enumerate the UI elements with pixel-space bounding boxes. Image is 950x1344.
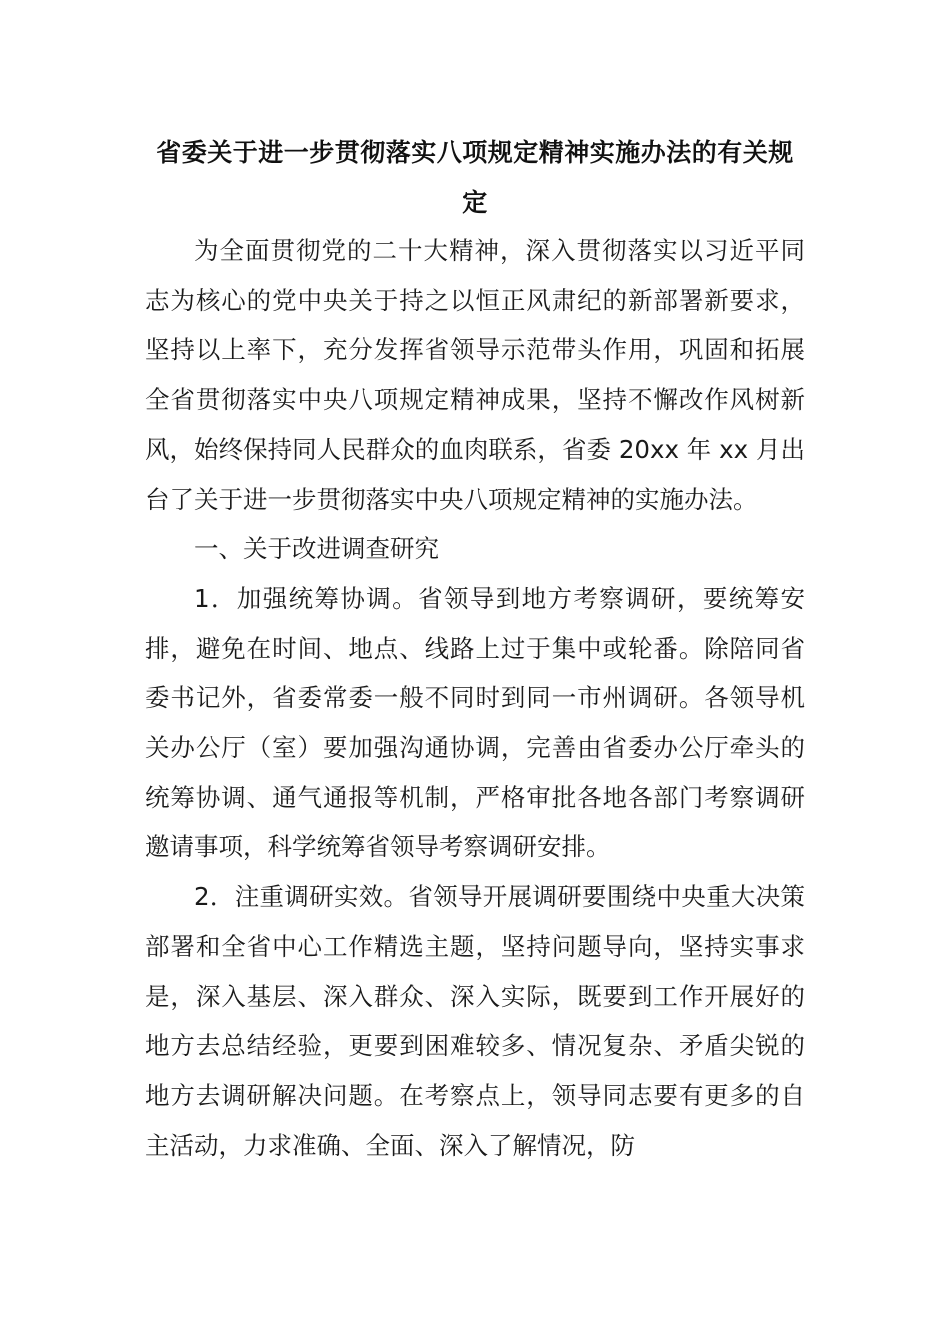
intro-paragraph: 为全面贯彻党的二十大精神，深入贯彻落实以习近平同志为核心的党中央关于持之以恒正风肃纪的新部署新要求，坚持以上率下，充分发挥省领导示范带头作用，巩固和拓展全省贯彻落实中央八项规定精神成果，坚持不懈改作风树新风，始终保持同人民群众的血肉联系，省委 20xx 年 xx 月出台了关于进一步贯彻落实中央八项规定精神的实施办法。 xyxy=(145,236,805,514)
document-title: 省委关于进一步贯彻落实八项规定精神实施办法的有关规定 xyxy=(156,138,794,217)
section-heading: 一、关于改进调查研究 xyxy=(194,534,439,564)
item-paragraph-2: 2．注重调研实效。省领导开展调研要围绕中央重大决策部署和全省中心工作精选主题，坚持问题导向，坚持实事求是，深入基层、深入群众、深入实际，既要到工作开展好的地方去总结经验，更要到困难较多、情况复杂、矛盾尖锐的地方去调研解决问题。在考察点上，领导同志要有更多的自主活动，力求准确、全面、深入了解情况，防 xyxy=(145,882,805,1160)
document-body xyxy=(145,226,805,1170)
item-paragraph-1: 1．加强统筹协调。省领导到地方考察调研，要统筹安排，避免在时间、地点、线路上过于集中或轮番。除陪同省委书记外，省委常委一般不同时到同一市州调研。各领导机关办公厅（室）要加强沟通协调，完善由省委办公厅牵头的统筹协调、通气通报等机制，严格审批各地各部门考察调研邀请事项，科学统筹省领导考察调研安排。 xyxy=(145,583,805,862)
